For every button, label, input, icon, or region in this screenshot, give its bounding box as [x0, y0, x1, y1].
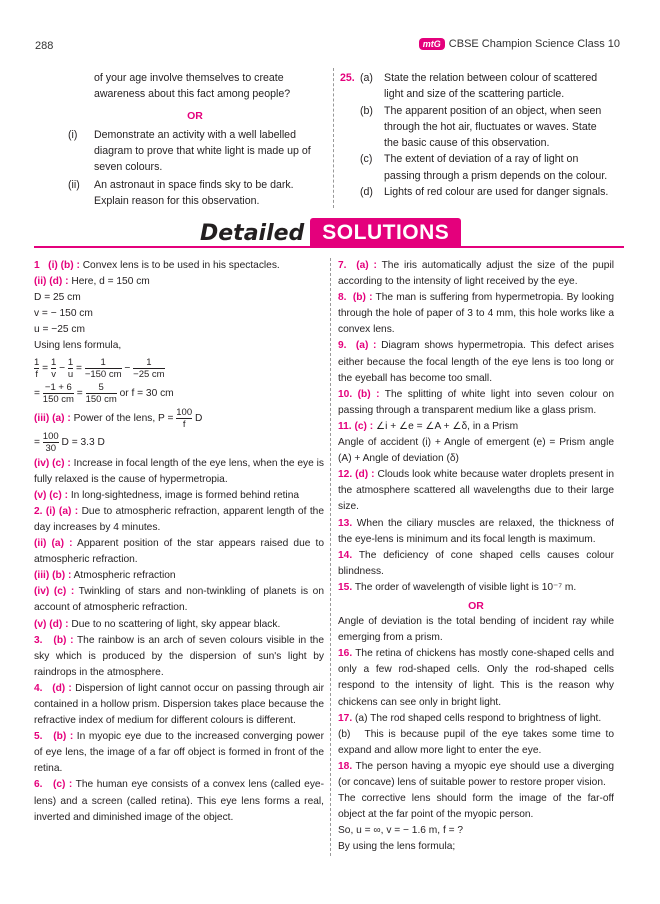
solution-1-iv-text: Increase in focal length of the eye lens, when the eye is fully relaxed is the cause of hypermetropia. [34, 457, 324, 485]
solution-11 [338, 419, 614, 435]
question-continuation: of your age involve themselves to create awareness about this fact among people? [94, 72, 291, 101]
solution-3-tag: (b) : [53, 634, 74, 646]
solution-6-number: 6. [34, 779, 43, 791]
fraction-1-over-f: $\frac{1}{f}$ [34, 356, 40, 380]
solution-2-iv-tag: (iv) (c) : [34, 586, 75, 598]
solution-7 [338, 258, 614, 290]
question-25d-text: Lights of red colour are used for danger signals. [384, 186, 609, 199]
solution-2-i-text: Due to atmospheric refraction, apparent length of the day increases by 4 minutes. [34, 505, 324, 533]
solution-16-number: 16. [338, 648, 353, 660]
solution-18 [338, 759, 614, 791]
solutions-right-column [338, 258, 614, 855]
solution-18-number: 18. [338, 760, 353, 772]
solution-17-number: 17. [338, 712, 353, 724]
lens-formula-line-2: = $\frac{-1 + 6}{150 cm}$ = $\frac{5}{150 cm}$ or f = 30 cm [34, 381, 174, 405]
solution-4-text: Dispersion of light cannot occur on passing through air contained in a hollow prism. Dispersion takes place because the refractive index of medium for different colours is different. [34, 682, 324, 727]
solution-16-text: The retina of chickens has mostly cone-shaped cells and only a few rod-shaped cells. Only the rod-shaped cells respond to the intensity of light. This is the reason why chickens can see only in bright light. [338, 648, 614, 708]
power-fraction: $\frac{100}{f}$ [176, 406, 193, 430]
question-ii-label: (ii) [68, 178, 80, 191]
question-i [68, 127, 322, 176]
question-25b-label: (b) [360, 104, 373, 117]
solution-2-v [34, 617, 324, 633]
mtg-logo: mtG [419, 38, 445, 50]
solution-1-ii-text: Here, d = 150 cm [71, 276, 150, 288]
solution-18-lens-formula: By using the lens formula; [338, 841, 456, 853]
solution-9-text: Diagram shows hypermetropia. This defect arises either because the focal length of the eye lens is too long or the eyeball has become too small. [338, 340, 614, 384]
right-questions [340, 70, 614, 200]
solution-17-b [338, 727, 614, 759]
solution-13-number: 13. [338, 517, 353, 529]
solution-1-v-text: In long-sightedness, image is formed behind retina [70, 489, 300, 501]
solution-8-tag: (b) : [352, 292, 373, 304]
solution-1-i [34, 258, 324, 274]
solution-12-tag: (d) : [355, 469, 375, 481]
solution-6 [34, 777, 324, 825]
solution-11-tag: (c) : [354, 420, 374, 432]
solution-4-number: 4. [34, 682, 43, 694]
solution-11-text: ∠i + ∠e = ∠A + ∠δ, in a Prism [375, 420, 519, 432]
question-i-label: (i) [68, 128, 78, 141]
solution-1-iv [34, 456, 324, 488]
solution-2-i-tag: (i) (a) : [45, 505, 79, 517]
solution-12-text: Clouds look white because water droplets present in the atmosphere scattered all wavelengths due to their large size. [338, 469, 614, 513]
solution-13-text: When the ciliary muscles are relaxed, the thickness of the eye-lens is minimum and its focal length is maximum. [338, 517, 614, 545]
solution-14 [338, 548, 614, 580]
solution-15-or-text: Angle of deviation is the total bending of incident ray while emerging from a prism. [338, 616, 614, 644]
solution-2-iii-tag: (iii) (b) : [34, 570, 72, 582]
given-u: u = −25 cm [34, 324, 85, 336]
column-divider-top [333, 68, 334, 208]
solution-13 [338, 516, 614, 548]
using-lens-formula: Using lens formula, [34, 340, 122, 352]
question-25c-label: (c) [360, 153, 373, 166]
question-25a [340, 70, 614, 103]
question-25b [340, 103, 614, 152]
solution-17-text: (a) The rod shaped cells respond to brightness of light. [355, 712, 602, 724]
solution-1-i-text: Convex lens is to be used in his spectacles. [82, 260, 280, 271]
left-questions [68, 70, 322, 209]
solution-15-number: 15. [338, 581, 353, 593]
solution-9-number: 9. [338, 340, 347, 352]
solution-14-number: 14. [338, 549, 353, 561]
question-ii [68, 177, 322, 210]
solution-2-v-text: Due to no scattering of light, sky appear black. [71, 618, 281, 630]
solution-7-text: The iris automatically adjust the size of the pupil according to the intensity of light received by the eye. [338, 260, 615, 288]
solution-10-text: The splitting of white light into seven colour on passing through a transparent medium like a glass prism. [338, 388, 614, 416]
solution-1-v-tag: (v) (c) : [34, 489, 68, 501]
solution-6-tag: (c) : [52, 779, 73, 791]
focal-length-result: or f = 30 cm [119, 387, 174, 399]
fraction-1-over-v: $\frac{1}{v}$ [50, 356, 57, 380]
solution-3 [34, 633, 324, 681]
question-25-number: 25. [340, 72, 355, 84]
solution-1-v [34, 488, 324, 504]
fraction-1-over-u: $\frac{1}{u}$ [67, 356, 74, 380]
solution-3-number: 3. [34, 634, 43, 646]
solution-11-number: 11. [338, 420, 352, 432]
solution-9-tag: (a) : [355, 340, 377, 352]
solution-8-number: 8. [338, 292, 347, 304]
solution-2-i [34, 504, 324, 536]
solution-7-number: 7. [338, 260, 347, 271]
heading-solutions: SOLUTIONS [310, 218, 461, 248]
solution-1-i-tag: (i) (b) : [48, 260, 80, 271]
fraction-5-over-150: $\frac{5}{150 cm}$ [85, 381, 117, 405]
fraction-1-over-150: $\frac{1}{-150 cm}$ [84, 356, 122, 380]
given-D: D = 25 cm [34, 292, 81, 304]
solution-17 [338, 711, 614, 727]
solution-2-ii-text: Apparent position of the star appears raised due to atmospheric refraction. [34, 538, 324, 566]
solution-2-iii-text: Atmospheric refraction [73, 570, 176, 582]
solution-7-tag: (a) : [356, 260, 377, 271]
section-heading [200, 218, 461, 248]
lens-formula-line-1: $\frac{1}{f}$ = $\frac{1}{v}$ − $\frac{1}{u}$ = $\frac{1}{-150 cm}$ − $\frac{1}{-25 cm}$ [34, 356, 165, 380]
solution-2-ii [34, 536, 324, 568]
solution-2-number: 2. [34, 505, 43, 517]
solution-12-number: 12. [338, 469, 353, 481]
solution-5-tag: (b) : [53, 731, 74, 743]
or-divider: OR [187, 109, 203, 122]
power-result: D = 3.3 D [61, 436, 105, 448]
solution-1-ii [34, 274, 324, 290]
solution-2-iii [34, 568, 324, 584]
book-header [419, 38, 620, 50]
column-divider-bottom [330, 258, 331, 856]
solution-2-iv-text: Twinkling of stars and non-twinkling of planets is on account of atmospheric refraction. [34, 586, 324, 614]
solution-18-given: So, u = ∞, v = − 1.6 m, f = ? [338, 825, 464, 837]
solution-4 [34, 681, 324, 729]
solutions-left-column [34, 258, 324, 826]
solution-10-tag: (b) : [357, 388, 380, 400]
solution-18-text: The person having a myopic eye should use a diverging (or concave) lens of suitable power to restore proper vision. [338, 760, 614, 788]
solution-5 [34, 729, 324, 777]
solution-1-iii-tag: (iii) (a) : [34, 412, 71, 424]
solution-1-iv-tag: (iv) (c) : [34, 457, 71, 469]
page-number: 288 [35, 40, 54, 52]
question-25d-label: (d) [360, 186, 373, 199]
solution-3-text: The rainbow is an arch of seven colours visible in the sky which is produced by the dispersion of sun's light by raindrops in the atmosphere. [34, 634, 324, 678]
solution-8 [338, 290, 614, 338]
solution-16 [338, 646, 614, 710]
solution-5-text: In myopic eye due to the increased converging power of eye lens, the image of a far off object is formed in front of the retina. [34, 731, 324, 775]
solution-17-b-label: (b) [338, 728, 351, 740]
solution-1-ii-tag: (ii) (d) : [34, 276, 69, 288]
fraction-1-over-25: $\frac{1}{-25 cm}$ [133, 356, 165, 380]
question-25b-text: The apparent position of an object, when seen through the hot air, fluctuates or waves. State the basic cause of this observation. [384, 104, 602, 150]
solution-15 [338, 580, 614, 596]
question-25a-text: State the relation between colour of scattered light and size of the scattering particle. [384, 72, 598, 101]
question-ii-text: An astronaut in space finds sky to be dark. Explain reason for this observation. [94, 178, 294, 208]
solution-2-ii-tag: (ii) (a) : [34, 538, 73, 550]
solution-6-text: The human eye consists of a convex lens (called eye-lens) and a screen (called retina). This eye lens forms a real, inverted and diminished image of the object. [34, 779, 324, 823]
heading-detailed: Detailed [200, 220, 305, 246]
solution-17-b-text: This is because pupil of the eye takes some time to expand and allow more light to enter the eye. [338, 728, 614, 756]
solution-1-iii: (iii) (a) : Power of the lens, P = $\frac{100}{f}$ D [34, 406, 203, 430]
solution-10-number: 10. [338, 388, 353, 400]
heading-rule [34, 246, 624, 248]
book-title: CBSE Champion Science Class 10 [448, 38, 620, 50]
solution-4-tag: (d) : [52, 682, 72, 694]
question-i-text: Demonstrate an activity with a well labelled diagram to prove that white light is made up of seven colours. [94, 128, 311, 174]
power-fraction-2: $\frac{100}{30}$ [42, 430, 59, 454]
question-25c-text: The extent of deviation of a ray of light on passing through a prism depends on the colour. [384, 153, 608, 182]
solution-1-number: 1 [34, 260, 40, 271]
solution-2-v-tag: (v) (d) : [34, 618, 69, 630]
solution-8-text: The man is suffering from hypermetropia. By looking through the hole of paper of 3 to 4 mm, this hole works like a convex lens. [338, 292, 614, 336]
power-result-line: = $\frac{100}{30}$ D = 3.3 D [34, 430, 105, 454]
solution-18-line-2: The corrective lens should form the image of the far-off object at the far point of the myopic person. [338, 793, 614, 821]
solution-11-explanation: Angle of accident (i) + Angle of emergent (e) = Prism angle (A) + Angle of deviation (δ) [338, 437, 614, 465]
or-divider-solutions: OR [468, 599, 484, 612]
question-25a-label: (a) [360, 72, 373, 84]
question-25c [340, 151, 614, 184]
solution-14-text: The deficiency of cone shaped cells causes colour blindness. [338, 549, 614, 577]
given-v: v = − 150 cm [34, 308, 93, 320]
solution-9 [338, 338, 614, 386]
solution-15-text: The order of wavelength of visible light is 10⁻⁷ m. [354, 581, 577, 593]
solution-2-iv [34, 584, 324, 616]
solution-1-iii-text: Power of the lens, P = [73, 412, 174, 424]
fraction-sum: $\frac{-1 + 6}{150 cm}$ [42, 381, 74, 405]
question-25d [340, 184, 614, 200]
solution-10 [338, 387, 614, 419]
solution-5-number: 5. [34, 731, 43, 743]
solution-12 [338, 467, 614, 515]
